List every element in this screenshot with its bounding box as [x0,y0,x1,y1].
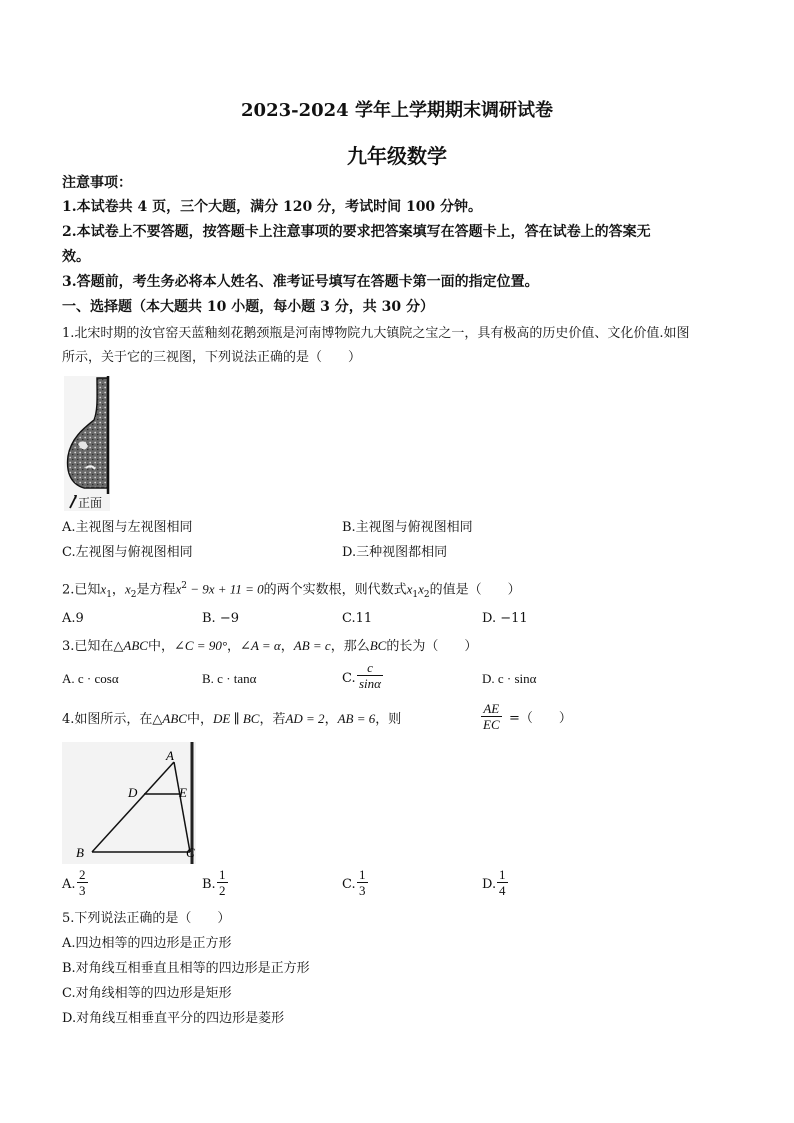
point-e-label: E [179,785,187,800]
q3-stem: 3.已知在△ABC中，∠C = 90°，∠A = α，AB = c，那么BC的长为（ ） [62,638,478,654]
q2-stem: 2.已知$x_1$，$x_2$是方程$x^2 - 9x + 11 = 0$的两个实数根，则代数式$x_1x_2$的值是（ ） [62,581,521,600]
q2-option-a: A.9 [62,611,84,626]
note-item-2-cont: 效。 [62,249,90,265]
q3-option-c-fraction: $\frac{c}{\sin\alpha}$ [359,660,381,691]
q1-stem-line2: 所示，关于它的三视图，下列说法正确的是（ ） [62,350,362,365]
q5-option-d: D.对角线互相垂直平分的四边形是菱形 [62,1011,285,1026]
exam-subtitle: 九年级数学 [347,144,447,168]
q4-option-d-fraction: $\frac{1}{4}$ [499,867,506,898]
q5-option-c: C.对角线相等的四边形是矩形 [62,986,232,1001]
q4-fraction: $\frac{AE}{EC}$ [483,701,500,732]
point-a-label: A [166,748,174,763]
note-item-2: 2.本试卷上不要答题，按答题卡上注意事项的要求把答案填写在答题卡上，答在试卷上的答案无 [62,224,651,240]
q4-option-a-label: A. [62,877,76,892]
q4-option-a-fraction: $\frac{2}{3}$ [79,867,86,898]
q2-option-c: C.11 [342,611,373,626]
q2-option-b: B. −9 [202,611,239,626]
point-c-label: C [186,845,195,860]
point-d-label: D [128,785,138,800]
q3-option-b: B. c · tanα [202,671,257,686]
q4-option-c-label: C. [342,877,356,892]
q1-option-a: A.主视图与左视图相同 [62,520,193,535]
triangle-figure [62,742,196,864]
q3-option-d: D. c · sinα [482,671,537,686]
section-heading: 一、选择题（本大题共 10 小题，每小题 3 分，共 30 分） [62,299,434,315]
q3-option-c-label: C. [342,671,356,686]
q1-stem-line1: 1.北宋时期的汝官窑天蓝釉刻花鹅颈瓶是河南博物院九大镇院之宝之一，具有极高的历史价值、文化价值.如图 [62,326,690,341]
point-b-label: B [76,845,84,860]
q3-option-a: A. c · cosα [62,671,119,686]
q5-stem: 5.下列说法正确的是（ ） [62,911,231,926]
note-item-1: 1.本试卷共 4 页，三个大题，满分 120 分，考试时间 100 分钟。 [62,199,483,215]
notes-heading: 注意事项： [62,175,132,191]
q1-option-c: C.左视图与俯视图相同 [62,545,193,560]
vase-image [64,376,110,511]
q5-option-b: B.对角线互相垂直且相等的四边形是正方形 [62,961,310,976]
q1-option-d: D.三种视图都相同 [342,545,448,560]
q4-stem: 4.如图所示，在△ABC中，DE ∥ BC，若AD = 2，AB = 6，则 [62,711,402,727]
exam-title: 2023-2024 学年上学期期末调研试卷 [241,100,553,121]
q4-option-b-fraction: $\frac{1}{2}$ [219,867,226,898]
q2-option-d: D. −11 [482,611,528,626]
q4-option-b-label: B. [202,877,216,892]
note-item-3: 3.答题前，考生务必将本人姓名、准考证号填写在答题卡第一面的指定位置。 [62,274,539,290]
q4-stem-end: =（ ） [509,711,572,726]
q5-option-a: A.四边相等的四边形是正方形 [62,936,232,951]
q4-option-c-fraction: $\frac{1}{3}$ [359,867,366,898]
vase-front-label: 正面 [78,496,103,510]
q1-option-b: B.主视图与俯视图相同 [342,520,473,535]
q4-option-d-label: D. [482,877,497,892]
